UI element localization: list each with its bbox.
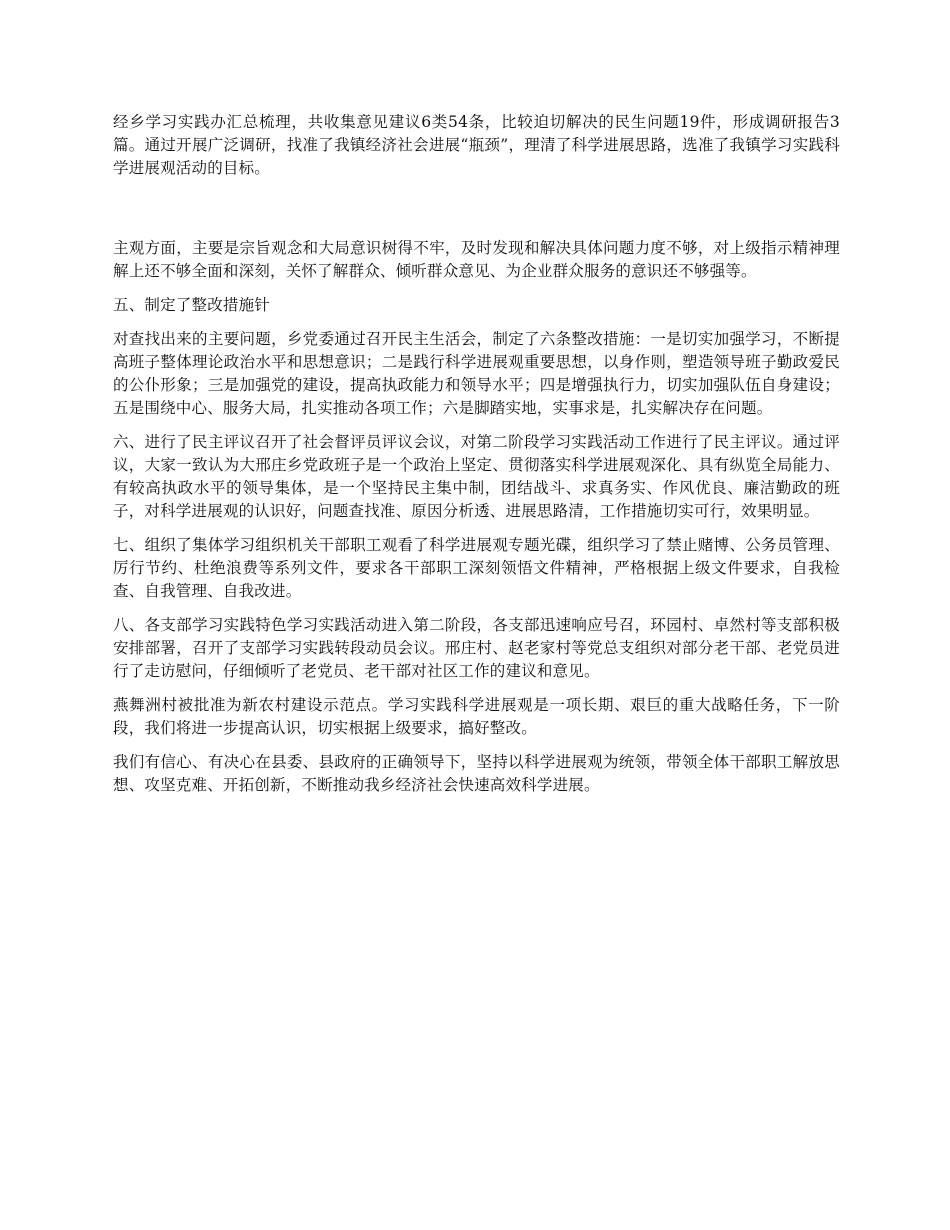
paragraph-research-summary: 经乡学习实践办汇总梳理，共收集意见建议6类54条，比较迫切解决的民生问题19件，形成调研报告3篇。通过开展广泛调研，找准了我镇经济社会进展“瓶颈”，理清了科学进展思路，选准了我镇学习实践科学进展观活动的目标。 bbox=[113, 113, 840, 177]
document-body bbox=[113, 111, 840, 808]
paragraph-section-eight: 八、各支部学习实践特色学习实践活动进入第二阶段，各支部迅速响应号召，环园村、卓然村等支部积极安排部署，召开了支部学习实践转段动员会议。邢庄村、赵老家村等党总支组织对部分老干部、老党员进行了走访慰问，仔细倾听了老党员、老干部对社区工作的建议和意见。 bbox=[113, 616, 840, 680]
paragraph-conclusion: 我们有信心、有决心在县委、县政府的正确领导下，坚持以科学进展观为统领，带领全体干部职工解放思想、攻坚克难、开拓创新，不断推动我乡经济社会快速高效科学进展。 bbox=[113, 753, 840, 794]
paragraph-subjective-issues: 主观方面，主要是宗旨观念和大局意识树得不牢，及时发现和解决具体问题力度不够，对上级指示精神理解上还不够全面和深刻，关怀了解群众、倾听群众意见、为企业群众服务的意识还不够强等。 bbox=[113, 239, 840, 280]
section-heading-five: 五、制定了整改措施针 bbox=[113, 296, 271, 314]
paragraph-section-six: 六、进行了民主评议召开了社会督评员评议会议，对第二阶段学习实践活动工作进行了民主评议。通过评议，大家一致认为大邢庄乡党政班子是一个政治上坚定、贯彻落实科学进展观深化、具有纵览全局能力、有较高执政水平的领导集体，是一个坚持民主集中制，团结战斗、求真务实、作风优良、廉洁勤政的班子，对科学进展观的认识好，问题查找准、原因分析透、进展思路清，工作措施切实可行，效果明显。 bbox=[113, 433, 840, 520]
paragraph-section-seven: 七、组织了集体学习组织机关干部职工观看了科学进展观专题光碟，组织学习了禁止赌博、公务员管理、厉行节约、杜绝浪费等系列文件，要求各干部职工深刻领悟文件精神，严格根据上级文件要求，自我检查、自我管理、自我改进。 bbox=[113, 536, 840, 600]
paragraph-demonstration-village: 燕舞洲村被批准为新农村建设示范点。学习实践科学进展观是一项长期、艰巨的重大战略任务，下一阶段，我们将进一步提高认识，切实根据上级要求，搞好整改。 bbox=[113, 696, 840, 737]
paragraph-rectification-measures: 对查找出来的主要问题，乡党委通过召开民主生活会，制定了六条整改措施：一是切实加强学习，不断提高班子整体理论政治水平和思想意识；二是践行科学进展观重要思想，以身作则，塑造领导班子勤政爱民的公仆形象；三是加强党的建设，提高执政能力和领导水平；四是增强执行力，切实加强队伍自身建设；五是围绕中心、服务大局，扎实推动各项工作；六是脚踏实地，实事求是，扎实解决存在问题。 bbox=[113, 330, 840, 417]
